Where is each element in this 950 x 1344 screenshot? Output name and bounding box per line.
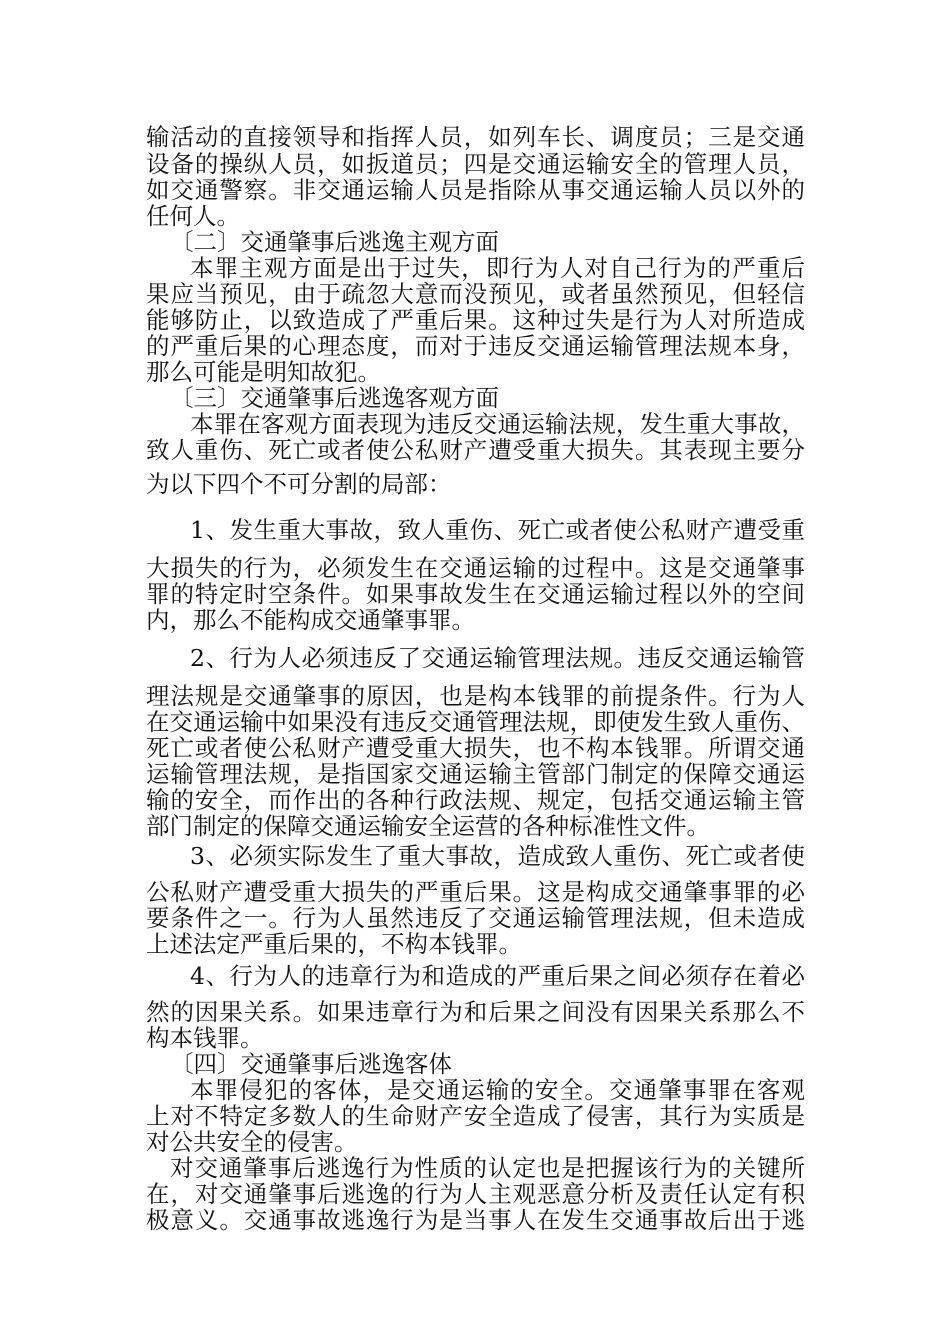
text-line: 要条件之一。行为人虽然违反了交通运输管理法规，但未造成 <box>146 904 805 932</box>
text-line: 输活动的直接领导和指挥人员，如列车长、调度员；三是交通 <box>146 123 805 151</box>
list-item-2: 2、行为人必须违反了交通运输管理法规。违反交通运输管 <box>190 644 805 672</box>
paragraph-first-line: 本罪主观方面是出于过失，即行为人对自己行为的严重后 <box>190 254 805 282</box>
text-line: 上对不特定多数人的生命财产安全造成了侵害，其行为实质是 <box>146 1102 805 1130</box>
text-line: 死亡或者使公私财产遭受重大损失，也不构本钱罪。所谓交通 <box>146 734 805 762</box>
text-line: 构本钱罪。 <box>146 1024 264 1052</box>
section-heading: 〔二〕交通肇事后逃逸主观方面 <box>170 228 499 256</box>
text-line: 理法规是交通肇事的原因，也是构本钱罪的前提条件。行为人 <box>146 682 805 710</box>
list-item-3: 3、必须实际发生了重大事故，造成致人重伤、死亡或者使 <box>190 842 805 870</box>
text-line: 罪的特定时空条件。如果事故发生在交通运输过程以外的空间 <box>146 580 805 608</box>
text-line: 上述法定严重后果的，不构本钱罪。 <box>146 930 522 958</box>
text-line: 果应当预见，由于疏忽大意而没预见，或者虽然预见，但轻信 <box>146 280 805 308</box>
text-line: 在，对交通肇事后逃逸的行为人主观恶意分析及责任认定有积 <box>146 1180 805 1208</box>
text-line: 运输管理法规，是指国家交通运输主管部门制定的保障交通运 <box>146 760 805 788</box>
text-line: 内，那么不能构成交通肇事罪。 <box>146 606 475 634</box>
paragraph-first-line: 本罪在客观方面表现为违反交通运输法规，发生重大事故， <box>190 410 805 438</box>
text-line: 的严重后果的心理态度，而对于违反交通运输管理法规本身， <box>146 332 805 360</box>
text-line: 致人重伤、死亡或者使公私财产遭受重大损失。其表现主要分 <box>146 436 805 464</box>
list-item-4: 4、行为人的违章行为和造成的严重后果之间必须存在着必 <box>190 962 805 990</box>
text-line: 任何人。 <box>146 202 240 230</box>
text-line: 能够防止，以致造成了严重后果。这种过失是行为人对所造成 <box>146 306 805 334</box>
paragraph-first-line: 对交通肇事后逃逸行为性质的认定也是把握该行为的关键所 <box>170 1154 805 1182</box>
text-line: 为以下四个不可分割的局部： <box>146 470 452 498</box>
section-heading: 〔四〕交通肇事后逃逸客体 <box>170 1050 452 1078</box>
text-line: 在交通运输中如果没有违反交通管理法规，即使发生致人重伤、 <box>146 708 805 736</box>
text-line: 部门制定的保障交通运输安全运营的各种标准性文件。 <box>146 812 710 840</box>
text-line: 然的因果关系。如果违章行为和后果之间没有因果关系那么不 <box>146 998 805 1026</box>
text-line: 那么可能是明知故犯。 <box>146 358 381 386</box>
text-line: 输的安全，而作出的各种行政法规、规定，包括交通运输主管 <box>146 786 805 814</box>
text-line: 极意义。交通事故逃逸行为是当事人在发生交通事故后出于逃 <box>146 1206 805 1234</box>
text-line: 大损失的行为，必须发生在交通运输的过程中。这是交通肇事 <box>146 554 805 582</box>
text-line: 设备的操纵人员，如扳道员；四是交通运输安全的管理人员， <box>146 150 805 178</box>
section-heading: 〔三〕交通肇事后逃逸客观方面 <box>170 384 499 412</box>
text-line: 公私财产遭受重大损失的严重后果。这是构成交通肇事罪的必 <box>146 878 805 906</box>
text-line: 如交通警察。非交通运输人员是指除从事交通运输人员以外的 <box>146 176 805 204</box>
paragraph-first-line: 本罪侵犯的客体，是交通运输的安全。交通肇事罪在客观 <box>190 1076 805 1104</box>
text-line: 对公共安全的侵害。 <box>146 1128 358 1156</box>
list-item-1: 1、发生重大事故，致人重伤、死亡或者使公私财产遭受重 <box>190 516 805 544</box>
